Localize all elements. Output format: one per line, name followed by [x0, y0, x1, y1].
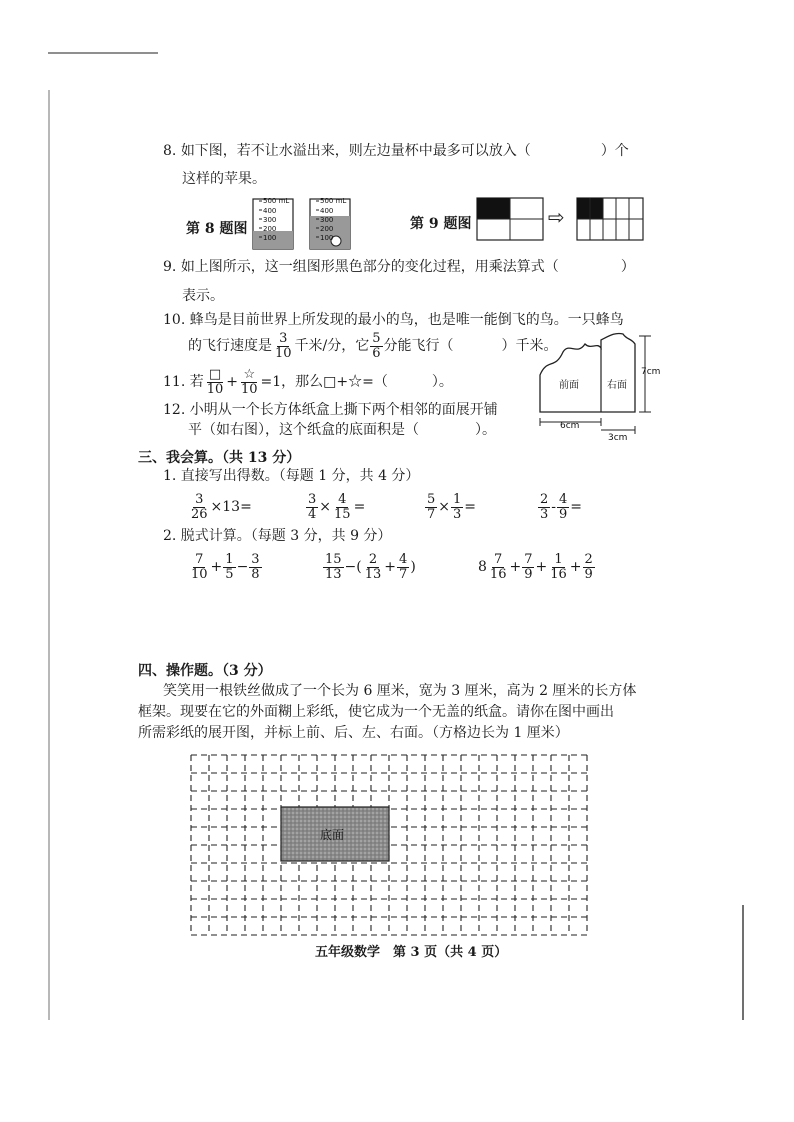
s4-line2: 框架。现要在它的外面糊上彩纸，使它成为一个无盖的纸盒。请你在图中画出 — [138, 704, 614, 720]
svg-text:200: 200 — [320, 225, 334, 233]
q11-line: 11. 若 $\frac{□}{10}$ + $\frac{☆}{10}$ =1，那么□+☆=（ ）。 — [163, 366, 453, 397]
svg-text:500 mL: 500 mL — [320, 197, 347, 205]
svg-text:⇨: ⇨ — [548, 205, 565, 229]
svg-text:右面: 右面 — [607, 380, 627, 391]
svg-text:6cm: 6cm — [560, 421, 580, 431]
svg-text:200: 200 — [263, 225, 277, 233]
q9-line1: 9. 如上图所示，这一组图形黑色部分的变化过程，用乘法算式（ ） — [163, 259, 635, 275]
svg-text:前面: 前面 — [559, 380, 579, 391]
s3-part2-title: 2. 脱式计算。（每题 3 分，共 9 分） — [163, 528, 392, 544]
page-footer: 五年级数学 第 3 页（共 4 页） — [315, 945, 508, 960]
fig9-grid-figures — [475, 196, 650, 244]
q8-line1: 8. 如下图，若不让水溢出来，则左边量杯中最多可以放入（ ）个 — [163, 143, 629, 159]
svg-text:3cm: 3cm — [608, 433, 628, 443]
s3p1-expr-1: $\frac{3}{26}$ ×13= — [191, 491, 252, 522]
q12-line2: 平（如右图），这个纸盒的底面积是（ ）。 — [188, 422, 496, 438]
scan-edge-top — [48, 52, 158, 54]
q12-line1: 12. 小明从一个长方体纸盒上撕下两个相邻的面展开铺 — [163, 402, 498, 418]
s3p2-expr-3: 8 $\frac{7}{16}$ + $\frac{7}{9}$ + $\frac{1}{16}$ + $\frac{2}{9}$ — [478, 551, 593, 582]
s3-part1-title: 1. 直接写出得数。（每题 1 分，共 4 分） — [163, 468, 420, 484]
svg-text:400: 400 — [263, 207, 277, 215]
svg-text:100: 100 — [263, 234, 277, 242]
fig9-label: 第 9 题图 — [410, 216, 472, 232]
q10-line2: 的飞行速度是 $\frac{3}{10}$ 千米/分，它 $\frac{5}{6}$ 分能飞行（ ）千米。 — [188, 330, 558, 361]
section-4-title: 四、操作题。（3 分） — [138, 663, 272, 679]
s3p1-expr-4: $\frac{2}{3}$ - $\frac{4}{9}$ = — [540, 491, 583, 522]
s3p1-expr-2: $\frac{3}{4}$ × $\frac{4}{15}$ = — [308, 491, 366, 522]
s3p2-expr-2: $\frac{15}{13}$ −( $\frac{2}{13}$ + $\frac{4}{7}$ ) — [325, 551, 416, 582]
s3p1-expr-3: $\frac{5}{7}$ × $\frac{1}{3}$ = — [427, 491, 477, 522]
fig8-label: 第 8 题图 — [186, 221, 248, 237]
q8-line2: 这样的苹果。 — [182, 171, 266, 187]
fig8-measuring-cups — [250, 193, 355, 253]
svg-text:500 mL: 500 mL — [263, 197, 290, 205]
svg-text:300: 300 — [320, 216, 334, 224]
q10-line1: 10. 蜂鸟是目前世界上所发现的最小的鸟，也是唯一能倒飞的鸟。一只蜂鸟 — [163, 312, 624, 328]
s4-line1: 笑笑用一根铁丝做成了一个长为 6 厘米，宽为 3 厘米，高为 2 厘米的长方体 — [163, 683, 637, 699]
svg-text:100: 100 — [320, 234, 334, 242]
svg-text:300: 300 — [263, 216, 277, 224]
drawing-grid[interactable] — [188, 752, 596, 938]
s4-line3: 所需彩纸的展开图，并标上前、后、左、右面。（方格边长为 1 厘米） — [138, 725, 569, 741]
scan-edge-right — [742, 905, 744, 1020]
scan-edge-left — [48, 90, 50, 1020]
fig12-unfolded-faces — [535, 330, 665, 445]
section-3-title: 三、我会算。（共 13 分） — [138, 450, 301, 466]
svg-text:7cm: 7cm — [641, 367, 661, 377]
s3p2-expr-1: $\frac{7}{10}$ + $\frac{1}{5}$ − $\frac{3}{8}$ — [191, 551, 260, 582]
q9-line2: 表示。 — [182, 288, 224, 304]
q10-speed-fraction: $\frac{3}{10}$ — [275, 330, 292, 361]
svg-text:400: 400 — [320, 207, 334, 215]
bottom-face-label: 底面 — [320, 828, 345, 842]
q10-time-fraction: $\frac{5}{6}$ — [372, 330, 381, 361]
